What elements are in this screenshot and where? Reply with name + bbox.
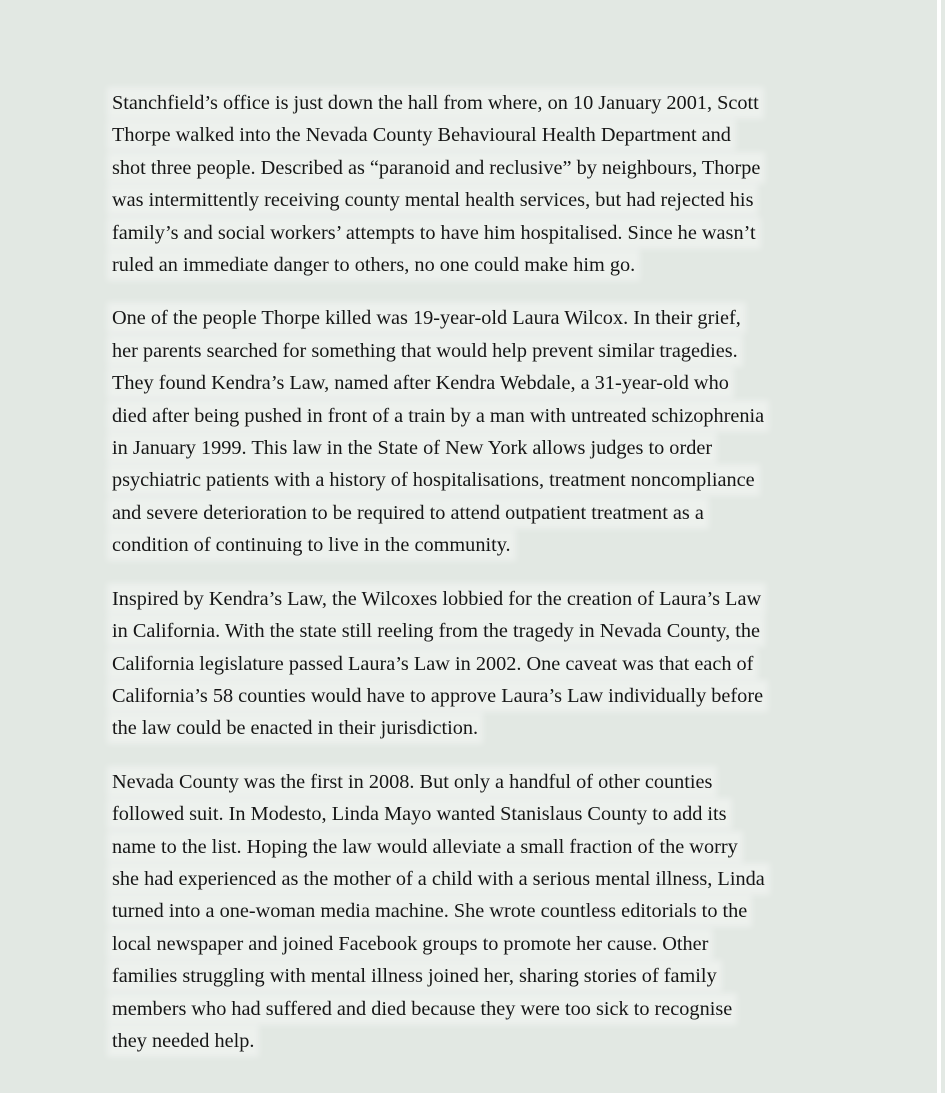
text-line: ruled an immediate danger to others, no one could make him go. [112, 254, 636, 277]
text-line: California’s 58 counties would have to approve Laura’s Law individually before [112, 684, 764, 707]
text-line: psychiatric patients with a history of hospitalisations, treatment noncompliance [112, 469, 755, 492]
text-line: shot three people. Described as “paranoid and reclusive” by neighbours, Thorpe [112, 156, 761, 179]
text-line: Stanchfield’s office is just down the hall from where, on 10 January 2001, Scott [112, 92, 759, 114]
article-text [112, 87, 842, 1078]
text-line: turned into a one-woman media machine. She wrote countless editorials to the [112, 900, 748, 923]
text-line: families struggling with mental illness joined her, sharing stories of family [112, 965, 717, 988]
text-line: the law could be enacted in their jurisdiction. [112, 717, 479, 740]
text-line: local newspaper and joined Facebook groups to promote her cause. Other [112, 932, 709, 955]
text-line: was intermittently receiving county mental health services, but had rejected his [112, 189, 754, 212]
paragraph-1 [112, 87, 842, 281]
text-line: she had experienced as the mother of a child with a serious mental illness, Linda [112, 867, 765, 890]
text-line: Inspired by Kendra’s Law, the Wilcoxes lobbied for the creation of Laura’s Law [112, 587, 762, 610]
text-line: in January 1999. This law in the State of New York allows judges to order [112, 437, 713, 460]
text-line: they needed help. [112, 1029, 255, 1052]
text-line: in California. With the state still reeling from the tragedy in Nevada County, the [112, 620, 761, 643]
text-line: One of the people Thorpe killed was 19-year-old Laura Wilcox. In their grief, [112, 307, 741, 330]
text-line: and severe deterioration to be required to attend outpatient treatment as a [112, 501, 704, 524]
text-line: Nevada County was the first in 2008. But only a handful of other counties [112, 770, 713, 793]
text-line: Thorpe walked into the Nevada County Behavioural Health Department and [112, 124, 731, 147]
paragraph-3 [112, 583, 842, 745]
text-line: family’s and social workers’ attempts to have him hospitalised. Since he wasn’t [112, 221, 756, 244]
text-line: They found Kendra’s Law, named after Kendra Webdale, a 31-year-old who [112, 372, 729, 395]
paragraph-4 [112, 766, 842, 1058]
text-line: members who had suffered and died because they were too sick to recognise [112, 997, 733, 1020]
text-line: her parents searched for something that would help prevent similar tragedies. [112, 339, 738, 362]
text-line: followed suit. In Modesto, Linda Mayo wanted Stanislaus County to add its [112, 803, 727, 826]
paragraph-2 [112, 302, 842, 561]
text-line: name to the list. Hoping the law would alleviate a small fraction of the worry [112, 835, 738, 858]
text-line: condition of continuing to live in the community. [112, 534, 511, 557]
text-line: died after being pushed in front of a train by a man with untreated schizophrenia [112, 404, 765, 427]
text-line: California legislature passed Laura’s Law in 2002. One caveat was that each of [112, 652, 754, 675]
